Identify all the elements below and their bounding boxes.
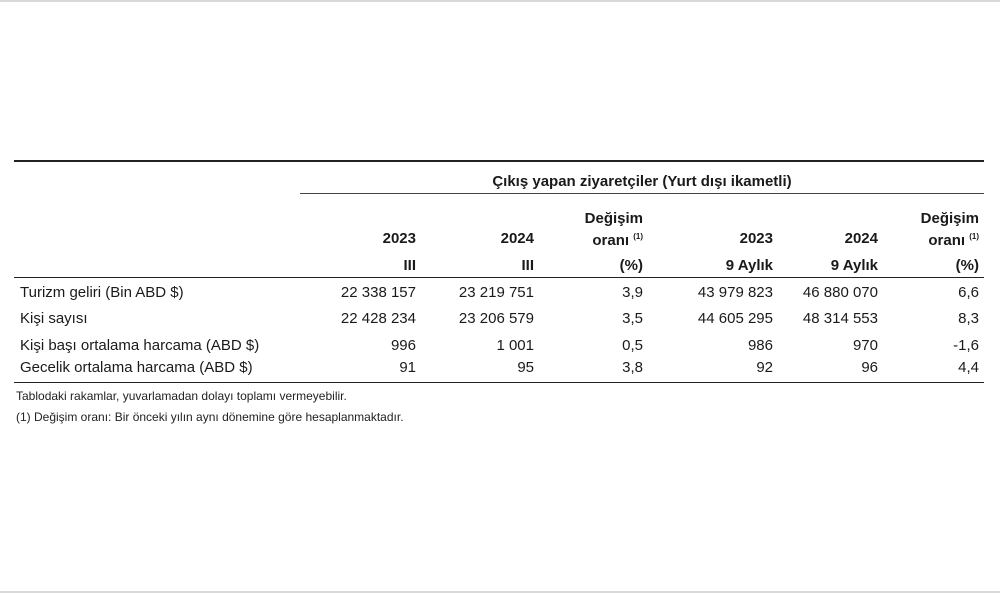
cell-2024-q3: 1 001 [496,337,534,354]
frame-top-border [0,0,1000,2]
cell-2023-9m: 44 605 295 [697,310,773,327]
cell-2024-q3: 23 206 579 [458,310,534,327]
cell-2024-q3: 95 [517,359,534,376]
header-2023-q3-period: III [403,257,416,274]
cell-2023-q3: 22 338 157 [340,284,416,301]
table-row [14,359,984,380]
cell-2023-9m: 986 [747,337,773,354]
cell-change-q3: 0,5 [622,337,643,354]
rounding-note: Tablodaki rakamlar, yuvarlamadan dolayı toplamı vermeyebilir. [16,389,347,403]
cell-2023-9m: 92 [756,359,773,376]
cell-change-q3: 3,8 [622,359,643,376]
column-group-rule [300,193,984,194]
table-bottom-rule [14,382,984,383]
header-2024-q3-year: 2024 [500,230,534,247]
row-label: Gecelik ortalama harcama (ABD $) [20,359,253,376]
header-2024-9m-year: 2024 [844,230,878,247]
cell-2024-9m: 46 880 070 [802,284,878,301]
cell-2024-9m: 96 [861,359,878,376]
table-row [14,310,984,331]
header-change-q3-line1: Değişim [584,210,643,227]
table-row [14,337,984,358]
header-change-9m-line2: oranı $^{(1)}$ [928,232,979,249]
header-2024-q3-period: III [521,257,534,274]
cell-2023-q3: 91 [399,359,416,376]
cell-change-9m: -1,6 [953,337,979,354]
cell-2024-9m: 970 [852,337,878,354]
header-2023-9m-year: 2023 [739,230,773,247]
row-label: Turizm geliri (Bin ABD $) [20,284,184,301]
cell-change-q3: 3,5 [622,310,643,327]
cell-change-9m: 6,6 [958,284,979,301]
cell-change-9m: 8,3 [958,310,979,327]
cell-2024-9m: 48 314 553 [802,310,878,327]
table-row [14,284,984,305]
cell-2024-q3: 23 219 751 [458,284,534,301]
cell-2023-9m: 43 979 823 [697,284,773,301]
row-label: Kişi sayısı [20,310,88,327]
header-2023-9m-period: 9 Aylık [725,257,773,274]
column-group-title: Çıkış yapan ziyaretçiler (Yurt dışı ikametli) [492,173,792,190]
cell-2023-q3: 996 [390,337,416,354]
header-change-9m-unit: (%) [955,257,979,274]
header-change-9m-line1: Değişim [920,210,979,227]
header-2024-9m-period: 9 Aylık [830,257,878,274]
header-change-q3-unit: (%) [619,257,643,274]
cell-change-q3: 3,9 [622,284,643,301]
footnote-change-rate: (1) Değişim oranı: Bir önceki yılın aynı dönemine göre hesaplanmaktadır. [16,410,404,424]
cell-2023-q3: 22 428 234 [340,310,416,327]
cell-change-9m: 4,4 [958,359,979,376]
header-bottom-rule [14,277,984,278]
header-2023-q3-year: 2023 [382,230,416,247]
row-label: Kişi başı ortalama harcama (ABD $) [20,337,260,354]
table-top-rule [14,160,984,162]
header-change-q3-line2: oranı $^{(1)}$ [592,232,643,249]
